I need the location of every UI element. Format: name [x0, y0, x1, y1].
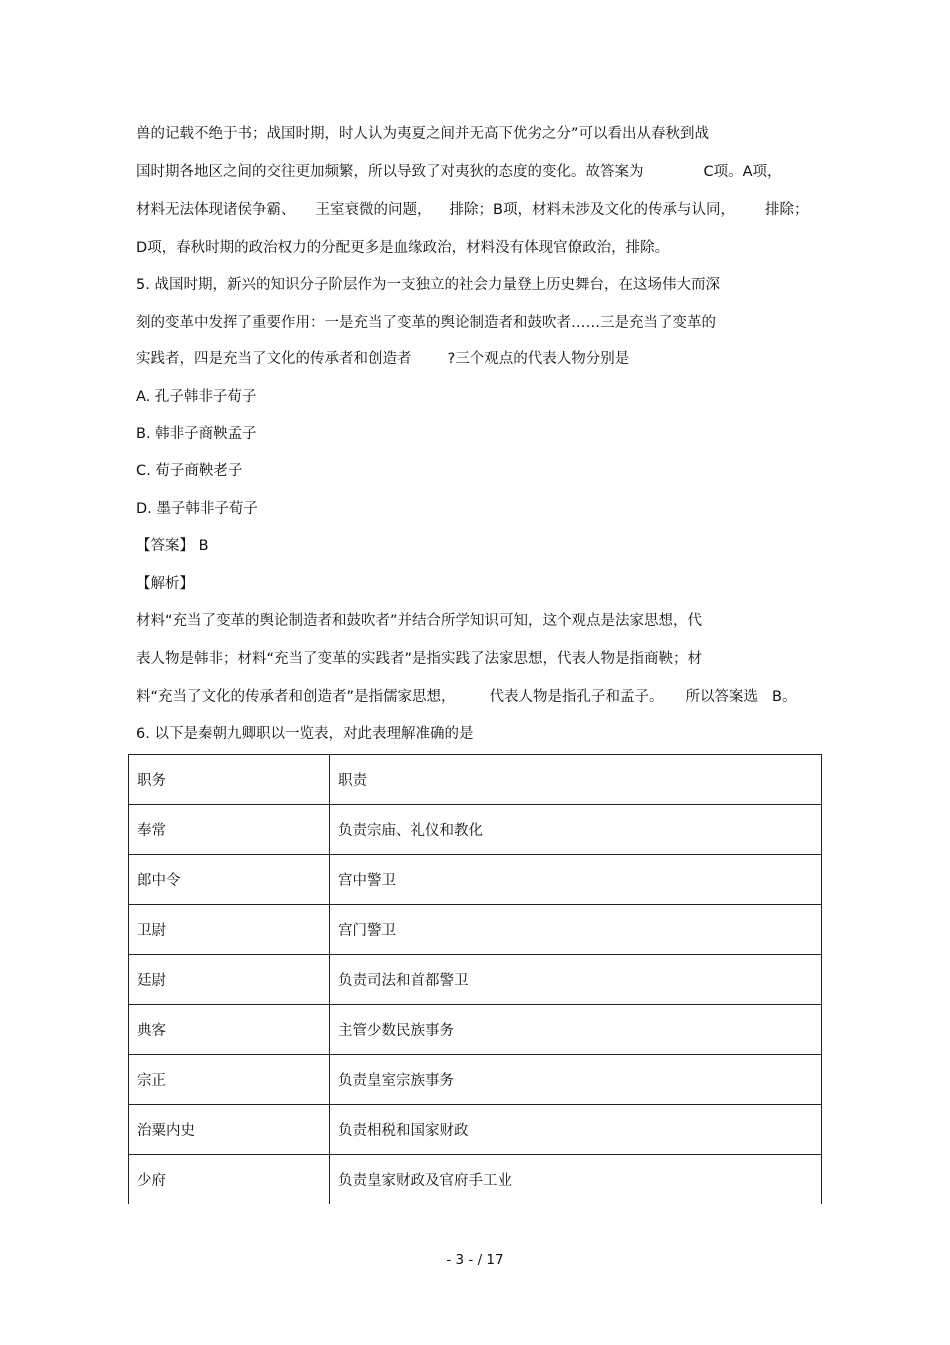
cell-duty: 负责司法和首都警卫	[330, 955, 822, 1005]
cell-position: 奉常	[129, 805, 330, 855]
question-5-stem-line-3b: ?三个观点的代表人物分别是	[447, 351, 630, 367]
analysis-line-1: 材料“充当了变革的舆论制造者和鼓吹者”并结合所学知识可知，这个观点是法家思想，代	[136, 613, 703, 629]
table-row	[129, 955, 822, 1005]
table-header-row	[129, 755, 822, 805]
cell-position: 廷尉	[129, 955, 330, 1005]
cell-position: 郎中令	[129, 855, 330, 905]
answer-line: 【答案】 B	[136, 538, 209, 554]
cell-duty: 宫中警卫	[330, 855, 822, 905]
cell-position: 典客	[129, 1005, 330, 1055]
question-5-stem-line-2: 刻的变革中发挥了重要作用：一是充当了变革的舆论制造者和鼓吹者……三是充当了变革的	[136, 315, 716, 331]
prev-explanation-line-2	[136, 162, 782, 182]
header-duty: 职责	[330, 755, 822, 805]
table-row	[129, 1005, 822, 1055]
question-5-stem-line-1: 5. 战国时期，新兴的知识分子阶层作为一支独立的社会力量登上历史舞台，在这场伟大而深	[136, 277, 720, 293]
analysis-line-2: 表人物是韩非；材料“充当了变革的实践者”是指实践了法家思想，代表人物是指商鞅；材	[136, 651, 703, 667]
analysis-line-3a: 料“充当了文化的传承者和创造者”是指儒家思想，	[136, 689, 456, 705]
cell-duty: 负责皇家财政及官府手工业	[330, 1155, 822, 1205]
table-row	[129, 805, 822, 855]
analysis-label: 【解析】	[136, 576, 194, 592]
prev-explanation-line-3d: 排除；	[764, 202, 809, 218]
prev-explanation-line-4: D项，春秋时期的政治权力的分配更多是血缘政治，材料没有体现官僚政治，排除。	[136, 240, 670, 256]
table-row	[129, 905, 822, 955]
table-row	[129, 1155, 822, 1205]
header-position: 职务	[129, 755, 330, 805]
question-5-stem-line-3	[136, 349, 629, 369]
cell-duty: 负责宗庙、礼仪和教化	[330, 805, 822, 855]
table-row	[129, 1105, 822, 1155]
analysis-line-3c: 所以答案选	[685, 689, 759, 705]
cell-duty: 负责相税和国家财政	[330, 1105, 822, 1155]
analysis-line-3	[136, 687, 796, 707]
question-5-stem-line-3a: 实践者，四是充当了文化的传承者和创造者	[136, 351, 412, 367]
option-d: D. 墨子韩非子荀子	[136, 501, 258, 517]
option-c: C. 荀子商鞅老子	[136, 463, 243, 479]
cell-position: 治粟内史	[129, 1105, 330, 1155]
page-number: - 3 - / 17	[446, 1252, 504, 1268]
table-row	[129, 1055, 822, 1105]
option-a: A. 孔子韩非子荀子	[136, 389, 257, 405]
cell-duty: 宫门警卫	[330, 905, 822, 955]
option-b: B. 韩非子商鞅孟子	[136, 426, 257, 442]
prev-explanation-line-3b: 王室衰微的问题，	[315, 202, 432, 218]
cell-duty: 负责皇室宗族事务	[330, 1055, 822, 1105]
nine-ministers-table	[128, 754, 822, 1204]
prev-explanation-line-2b: C项。A项，	[703, 164, 782, 180]
cell-position: 卫尉	[129, 905, 330, 955]
prev-explanation-line-3a: 材料无法体现诸侯争霸、	[136, 202, 296, 218]
cell-duty: 主管少数民族事务	[330, 1005, 822, 1055]
prev-explanation-line-2a: 国时期各地区之间的交往更加频繁，所以导致了对夷狄的态度的变化。故答案为	[136, 164, 644, 180]
prev-explanation-line-3	[136, 200, 808, 220]
analysis-line-3b: 代表人物是指孔子和孟子。	[489, 689, 664, 705]
prev-explanation-line-3c: 排除；B项，材料未涉及文化的传承与认同，	[449, 202, 735, 218]
cell-position: 宗正	[129, 1055, 330, 1105]
analysis-line-3d: B。	[772, 689, 797, 705]
cell-position: 少府	[129, 1155, 330, 1205]
question-6-stem: 6. 以下是秦朝九卿职以一览表，对此表理解准确的是	[136, 726, 474, 742]
prev-explanation-line-1: 兽的记载不绝于书；战国时期，时人认为夷夏之间并无高下优劣之分”可以看出从春秋到战	[136, 126, 710, 142]
table-row	[129, 855, 822, 905]
